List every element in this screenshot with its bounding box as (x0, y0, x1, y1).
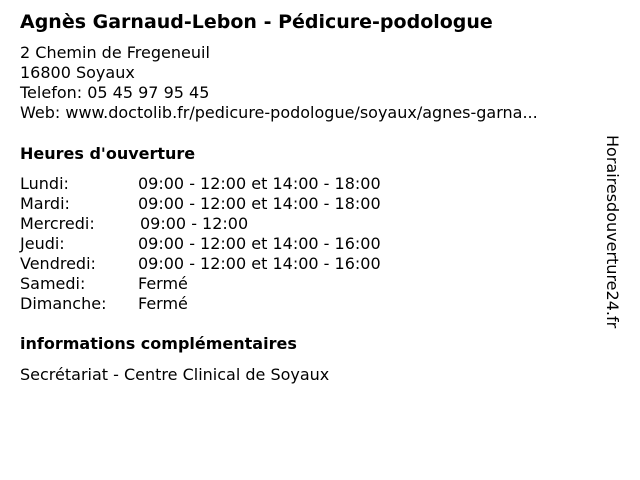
hours-day: Mercredi: (20, 214, 95, 233)
hours-day: Jeudi: (20, 234, 65, 253)
hours-day: Samedi: (20, 274, 86, 293)
address-street: 2 Chemin de Fregeneuil (20, 43, 210, 62)
hours-time: 09:00 - 12:00 et 14:00 - 16:00 (138, 254, 381, 273)
address-phone: Telefon: 05 45 97 95 45 (20, 83, 210, 102)
hours-day: Lundi: (20, 174, 69, 193)
address-web: Web: www.doctolib.fr/pedicure-podologue/soyaux/agnes-garna... (20, 103, 538, 122)
site-brand-watermark: Horairesdouverture24.fr (603, 135, 622, 329)
hours-time: 09:00 - 12:00 et 14:00 - 18:00 (138, 194, 381, 213)
hours-time: 09:00 - 12:00 (140, 214, 249, 233)
address-block (20, 43, 538, 123)
additional-info-text: Secrétariat - Centre Clinical de Soyaux (20, 365, 330, 384)
hours-day: Dimanche: (20, 294, 107, 313)
hours-day: Vendredi: (20, 254, 96, 273)
opening-hours-heading: Heures d'ouverture (20, 144, 196, 163)
hours-time: 09:00 - 12:00 et 14:00 - 18:00 (138, 174, 381, 193)
hours-time: 09:00 - 12:00 et 14:00 - 16:00 (138, 234, 381, 253)
address-city: 16800 Soyaux (20, 63, 135, 82)
hours-time: Fermé (138, 274, 188, 293)
hours-day: Mardi: (20, 194, 70, 213)
additional-info-heading: informations complémentaires (20, 334, 297, 353)
hours-time: Fermé (138, 294, 188, 313)
page-title: Agnès Garnaud-Lebon - Pédicure-podologue (20, 11, 493, 33)
